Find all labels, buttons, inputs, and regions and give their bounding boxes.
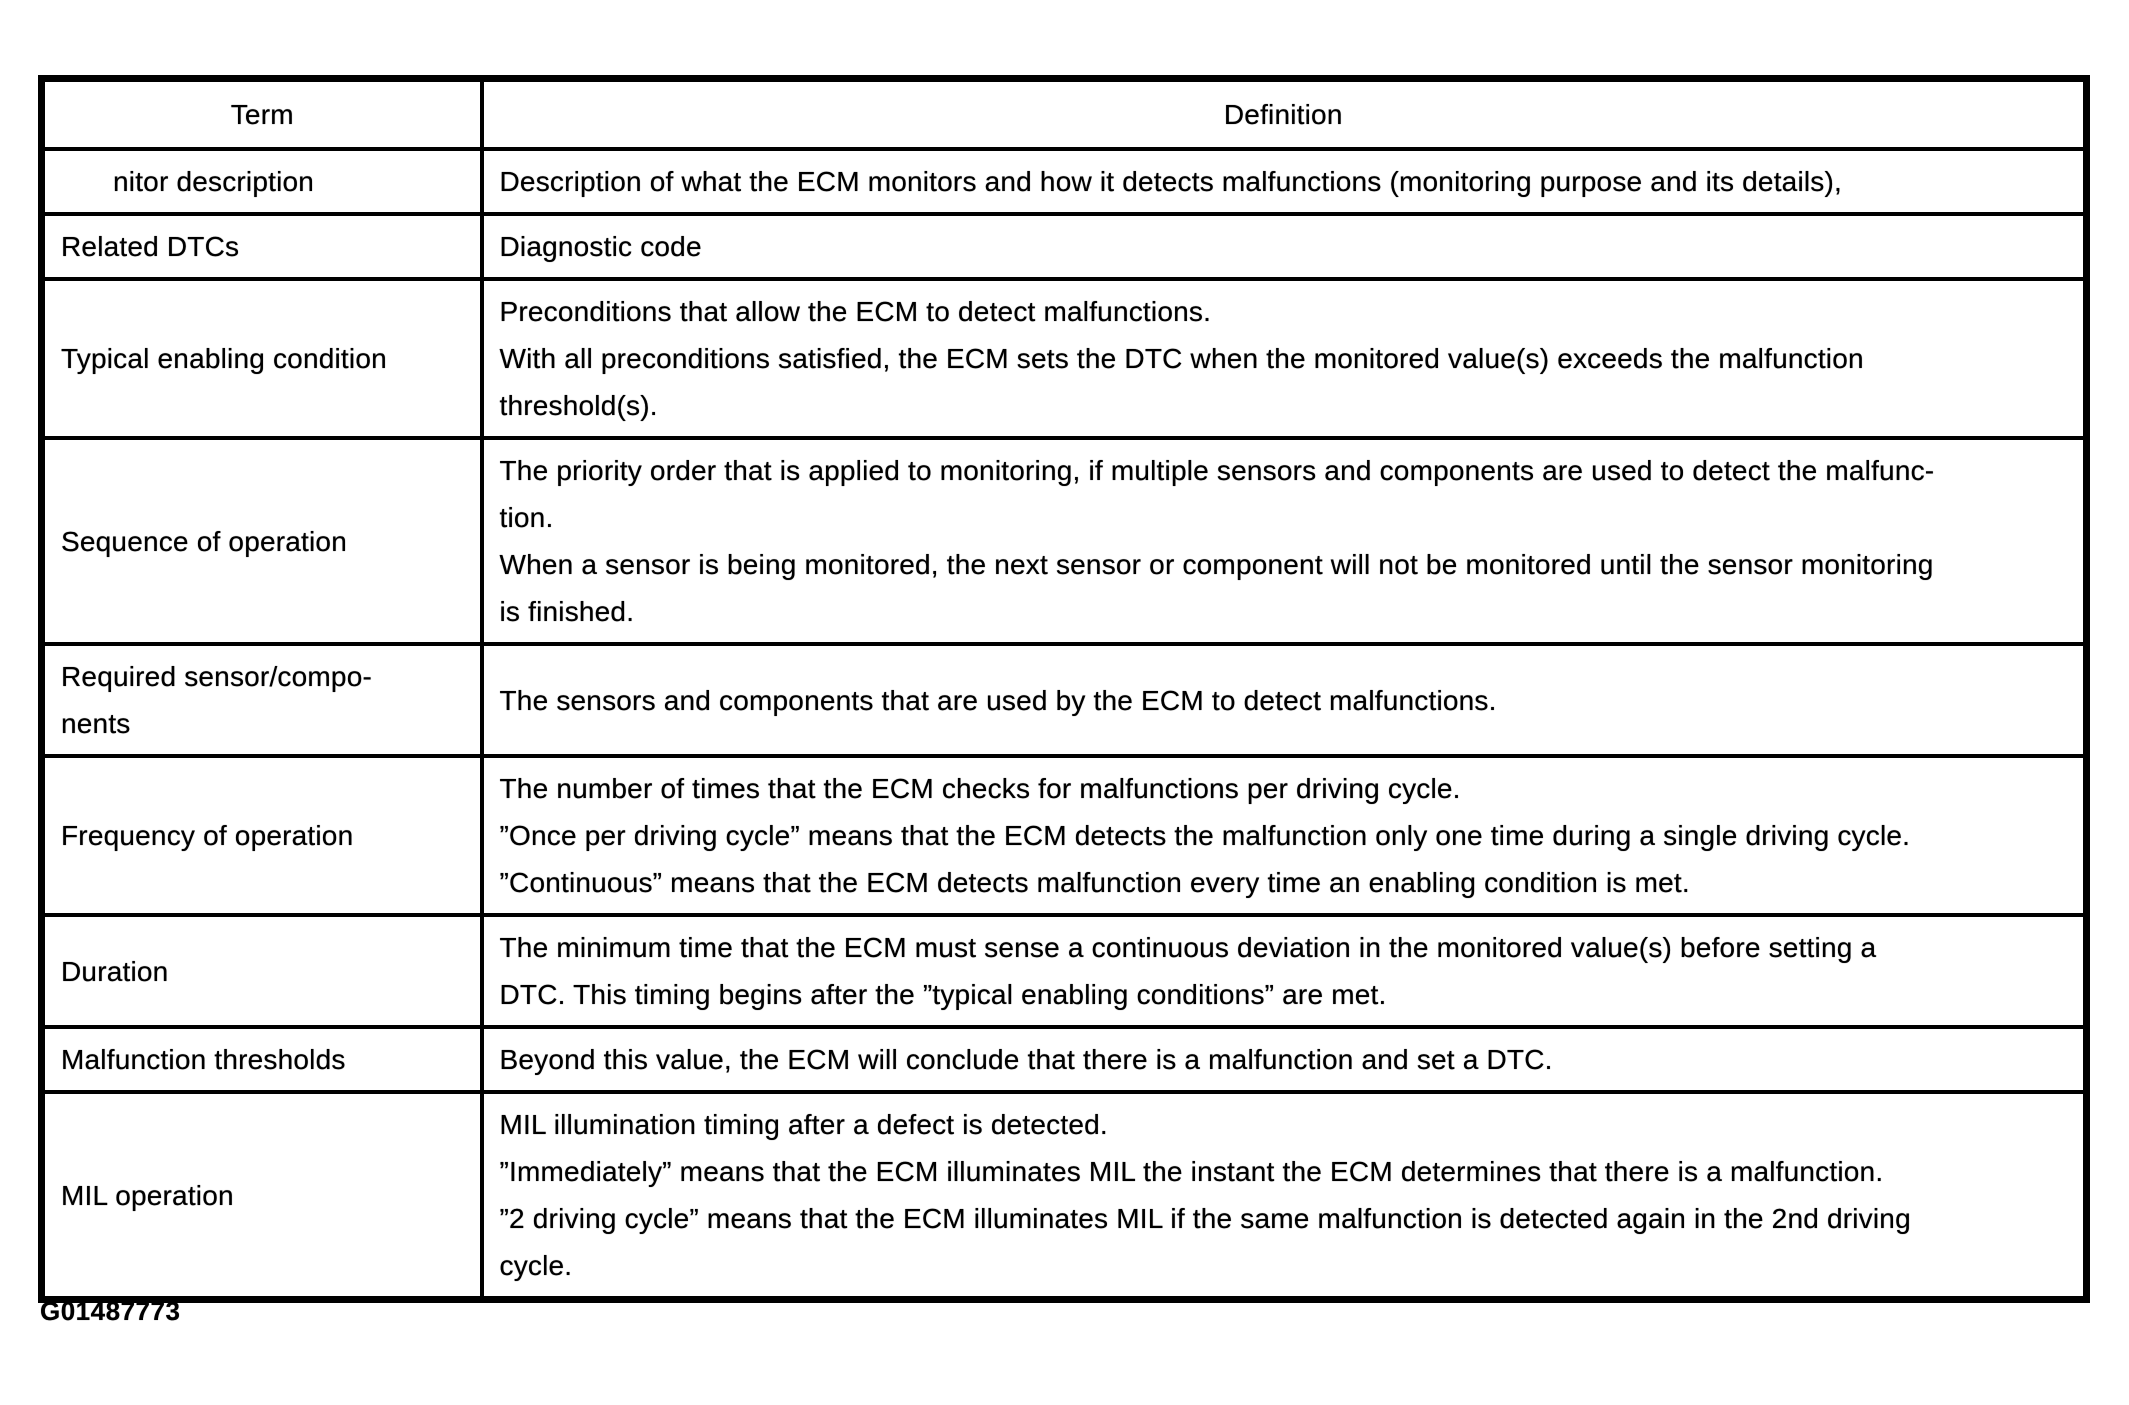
definition-cell: [482, 214, 2087, 279]
table-row: [42, 1092, 2087, 1300]
table-row: [42, 644, 2087, 756]
table-row: [42, 149, 2087, 214]
definition-cell: [482, 1027, 2087, 1092]
definitions-table-container: [38, 75, 2090, 1303]
term-cell: [42, 149, 482, 214]
text-line: ”Immediately” means that the ECM illuminates MIL the instant the ECM determines that there is a malfunction.: [499, 1156, 1884, 1187]
text-line: Related DTCs: [61, 231, 240, 262]
text-line: The number of times that the ECM checks for malfunctions per driving cycle.: [499, 773, 1461, 804]
table-row: [42, 915, 2087, 1027]
text-line: DTC. This timing begins after the ”typical enabling conditions” are met.: [499, 979, 1387, 1010]
table-body: [42, 149, 2087, 1300]
term-header-cell: Term: [42, 79, 482, 150]
term-cell: [42, 214, 482, 279]
term-cell: [42, 438, 482, 644]
term-cell: [42, 279, 482, 438]
text-line: Required sensor/compo-: [61, 661, 372, 692]
definition-cell: [482, 1092, 2087, 1300]
text-line: The sensors and components that are used by the ECM to detect malfunctions.: [499, 684, 1497, 716]
figure-code: G01487773: [40, 1296, 181, 1326]
text-line: Malfunction thresholds: [61, 1044, 346, 1075]
definition-cell: [482, 149, 2087, 214]
text-line: Description of what the ECM monitors and how it detects malfunctions (monitoring purpose and its details),: [499, 166, 1842, 197]
text-line: Frequency of operation: [61, 820, 354, 851]
text-line: The minimum time that the ECM must sense a continuous deviation in the monitored value(s) before setting a: [499, 932, 1877, 963]
text-line: Duration: [61, 955, 169, 987]
text-line: is finished.: [499, 596, 635, 627]
text-line: cycle.: [499, 1250, 573, 1281]
text-line: nitor description: [113, 166, 315, 197]
table-row: [42, 1027, 2087, 1092]
text-line: tion.: [499, 502, 554, 533]
table-row: [42, 756, 2087, 915]
text-line: Sequence of operation: [61, 525, 347, 557]
table-row: [42, 438, 2087, 644]
term-cell: [42, 756, 482, 915]
text-line: When a sensor is being monitored, the next sensor or component will not be monitored until the sensor monitoring: [499, 549, 1934, 580]
definition-cell: [482, 279, 2087, 438]
term-cell: [42, 1027, 482, 1092]
text-line: MIL illumination timing after a defect is detected.: [499, 1109, 1108, 1140]
text-line: Diagnostic code: [499, 231, 702, 262]
text-line: Preconditions that allow the ECM to detect malfunctions.: [499, 296, 1212, 327]
text-line: Typical enabling condition: [61, 343, 387, 374]
text-line: The priority order that is applied to monitoring, if multiple sensors and components are used to detect the malfunc-: [499, 455, 1935, 486]
text-line: MIL operation: [61, 1179, 234, 1211]
text-line: ”Continuous” means that the ECM detects malfunction every time an enabling condition is met.: [499, 867, 1690, 898]
text-line: Beyond this value, the ECM will conclude that there is a malfunction and set a DTC.: [499, 1044, 1553, 1075]
definition-cell: [482, 644, 2087, 756]
definition-cell: [482, 438, 2087, 644]
table-header-row: [42, 79, 2087, 150]
text-line: ”Once per driving cycle” means that the ECM detects the malfunction only one time during a single driving cycle.: [499, 820, 1911, 851]
table-row: [42, 214, 2087, 279]
term-cell: [42, 1092, 482, 1300]
text-line: With all preconditions satisfied, the ECM sets the DTC when the monitored value(s) exceeds the malfunction: [499, 343, 1864, 374]
definition-cell: [482, 915, 2087, 1027]
term-cell: [42, 644, 482, 756]
definition-header-cell: Definition: [482, 79, 2087, 150]
table-row: [42, 279, 2087, 438]
definition-cell: [482, 756, 2087, 915]
text-line: nents: [61, 708, 131, 739]
term-cell: [42, 915, 482, 1027]
definitions-table: [38, 75, 2090, 1303]
text-line: threshold(s).: [499, 390, 658, 421]
text-line: ”2 driving cycle” means that the ECM illuminates MIL if the same malfunction is detected again in the 2nd driving: [499, 1203, 1911, 1234]
